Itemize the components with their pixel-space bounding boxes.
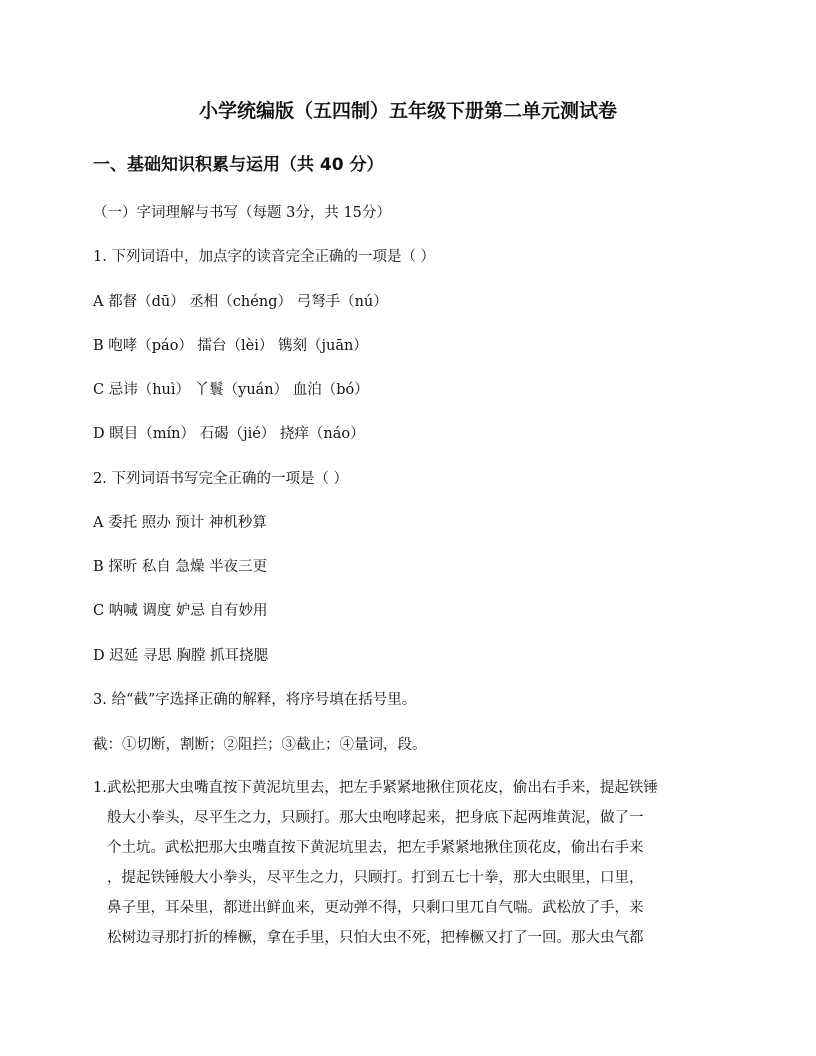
subsection-heading: （一）字词理解与书写（每题 3分，共 15分）	[93, 205, 391, 221]
question-1-option-d: D 瞑目（mín） 石碣（jié） 挠痒（náo）	[93, 426, 365, 442]
question-1-option-a: A 都督（dū） 丞相（chéng） 弓弩手（nú）	[93, 294, 388, 310]
passage-line: 1.武松把那大虫嘴直按下黄泥坑里去，把左手紧紧地揪住顶花皮，偷出右手来，提起铁锤	[93, 780, 658, 796]
passage-line: 般大小拳头，尽平生之力，只顾打。那大虫咆哮起来，把身底下起两堆黄泥，做了一	[107, 810, 644, 826]
question-2-option-b: B 探听 私自 急燥 半夜三更	[93, 559, 268, 575]
question-2-stem: 2. 下列词语书写完全正确的一项是（ ）	[93, 471, 349, 487]
section-heading: 一、基础知识积累与运用（共 40 分）	[93, 155, 384, 175]
question-3-meanings: 截：①切断，割断；②阻拦；③截止；④量词，段。	[93, 737, 427, 753]
question-3-passage	[93, 777, 725, 957]
question-1-option-c: C 忌讳（huì） 丫鬟（yuán） 血泊（bó）	[93, 382, 369, 398]
passage-line: 松树边寻那打折的棒橛，拿在手里，只怕大虫不死，把棒橛又打了一回。那大虫气都	[107, 930, 644, 946]
passage-line: 个土坑。武松把那大虫嘴直按下黄泥坑里去，把左手紧紧地揪住顶花皮，偷出右手来	[107, 840, 644, 856]
question-3-stem: 3. 给“截”字选择正确的解释，将序号填在括号里。	[93, 692, 417, 708]
question-2-option-c: C 呐喊 调度 妒忌 自有妙用	[93, 603, 268, 619]
passage-line: ，提起铁锤般大小拳头，尽平生之力，只顾打。打到五七十拳，那大虫眼里，口里，	[107, 870, 644, 886]
question-2-option-a: A 委托 照办 预计 神机秒算	[93, 515, 267, 531]
question-1-stem: 1. 下列词语中，加点字的读音完全正确的一项是（ ）	[93, 249, 436, 265]
document-title: 小学统编版（五四制）五年级下册第二单元测试卷	[198, 100, 617, 122]
question-1-option-b: B 咆哮（páo） 擂台（lèi） 镌刻（juān）	[93, 338, 368, 354]
question-2-option-d: D 迟延 寻思 胸膛 抓耳挠腮	[93, 648, 269, 664]
passage-line: 鼻子里，耳朵里，都迸出鲜血来，更动弹不得，只剩口里兀自气喘。武松放了手，来	[107, 900, 644, 916]
